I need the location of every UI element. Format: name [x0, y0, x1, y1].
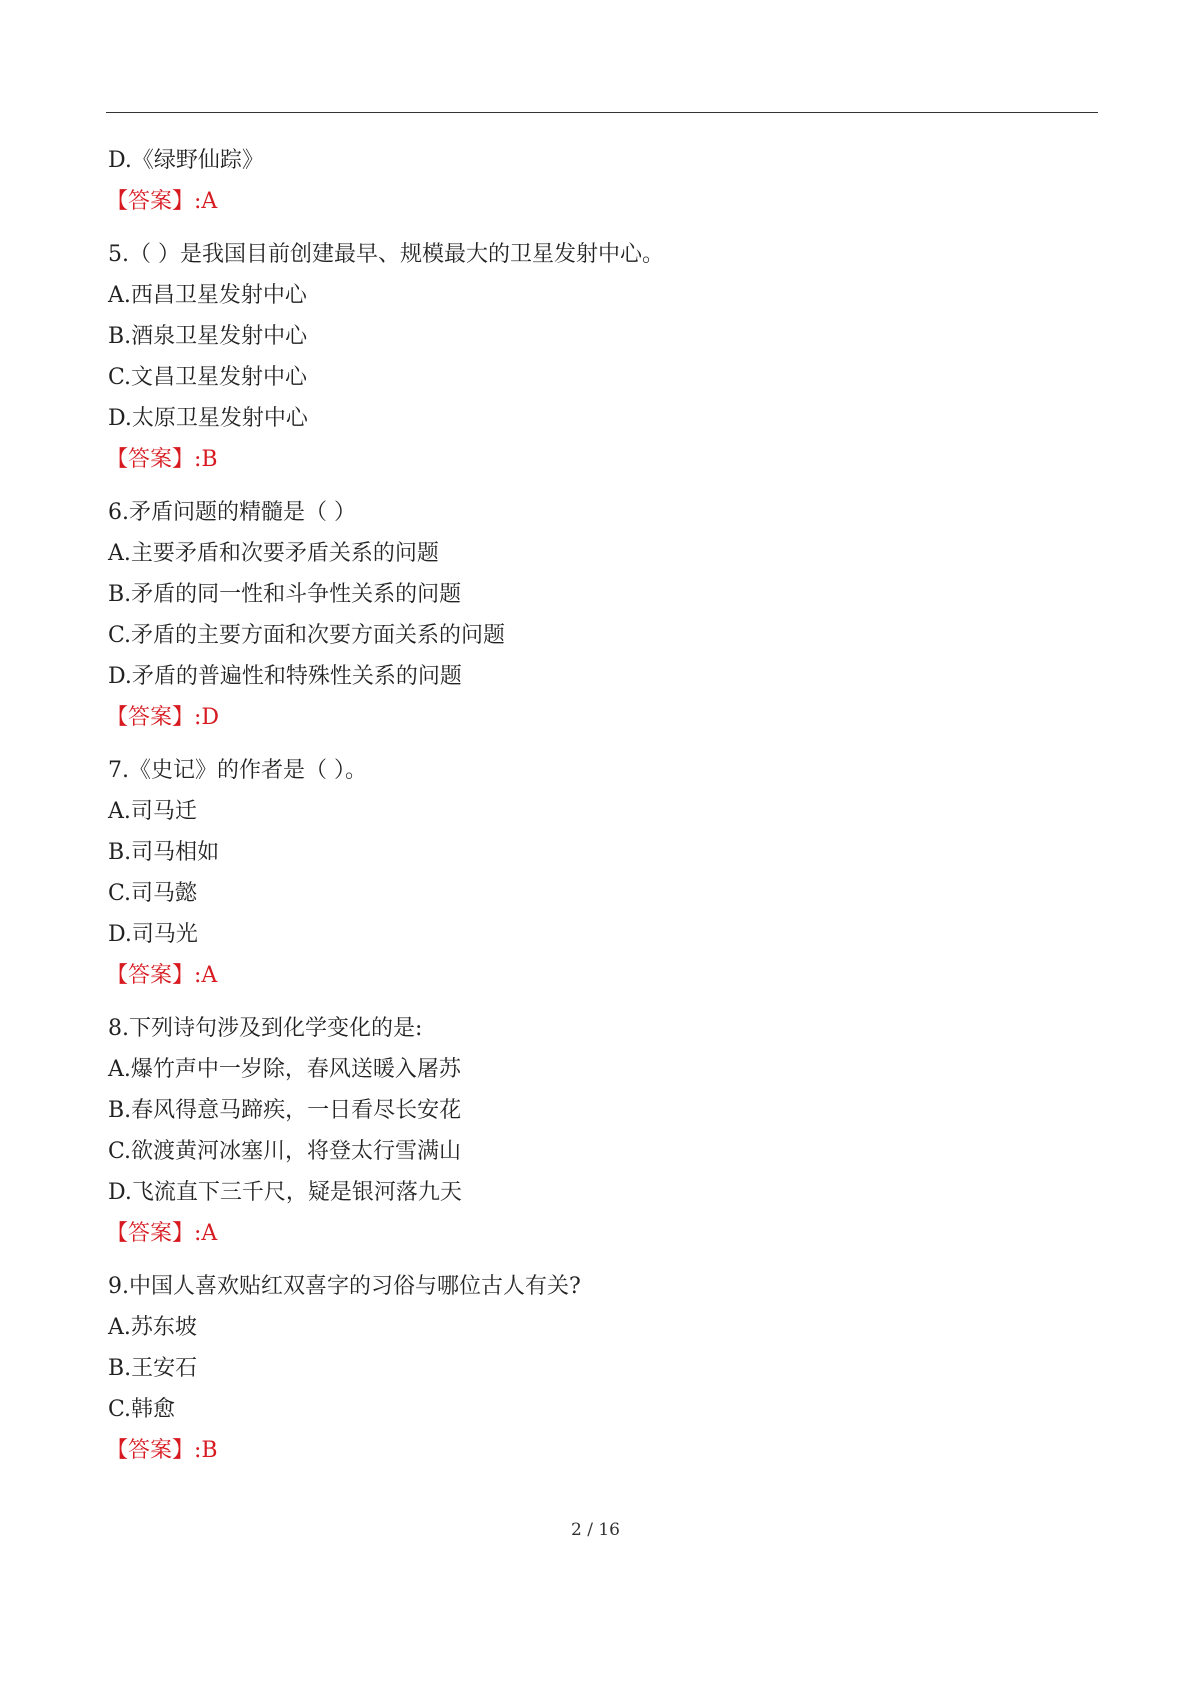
question-stem: 7.《史记》的作者是（ ）。	[108, 758, 367, 783]
answer-value: D	[201, 705, 220, 730]
question-5	[108, 234, 1088, 480]
header-rule	[106, 112, 1098, 113]
option-d: D.矛盾的普遍性和特殊性关系的问题	[108, 664, 462, 689]
answer-line	[106, 181, 1088, 222]
question-6	[108, 492, 1088, 738]
question-9	[108, 1266, 1088, 1471]
answer-line	[106, 955, 1088, 996]
question-stem: 9.中国人喜欢贴红双喜字的习俗与哪位古人有关?	[108, 1274, 581, 1299]
answer-value: B	[201, 447, 218, 472]
answer-tag: 【答案】:	[106, 447, 202, 472]
answer-tag: 【答案】:	[106, 1221, 202, 1246]
option-d: D.飞流直下三千尺，疑是银河落九天	[108, 1180, 462, 1205]
option-a: A.爆竹声中一岁除，春风送暖入屠苏	[108, 1057, 461, 1082]
answer-line	[106, 439, 1088, 480]
answer-tag: 【答案】:	[106, 705, 202, 730]
option-a: A.司马迁	[108, 799, 197, 824]
option-a: A.西昌卫星发射中心	[108, 283, 307, 308]
answer-tag: 【答案】:	[106, 963, 202, 988]
question-stem: 5.（ ）是我国目前创建最早、规模最大的卫星发射中心。	[108, 242, 664, 267]
answer-line	[106, 697, 1088, 738]
question-4-continued	[108, 140, 1088, 222]
question-7	[108, 750, 1088, 996]
option-c: C.欲渡黄河冰塞川，将登太行雪满山	[108, 1139, 462, 1164]
option-c: C.韩愈	[108, 1397, 176, 1422]
answer-line	[106, 1213, 1088, 1254]
answer-value: A	[201, 963, 218, 988]
option-d: D.《绿野仙踪》	[108, 148, 264, 173]
option-b: B.王安石	[108, 1356, 198, 1381]
option-d: D.太原卫星发射中心	[108, 406, 308, 431]
page-number: 2 / 16	[571, 1520, 620, 1540]
answer-tag: 【答案】:	[106, 1438, 202, 1463]
option-a: A.苏东坡	[108, 1315, 197, 1340]
option-a: A.主要矛盾和次要矛盾关系的问题	[108, 541, 439, 566]
question-stem: 8.下列诗句涉及到化学变化的是:	[108, 1016, 423, 1041]
option-b: B.矛盾的同一性和斗争性关系的问题	[108, 582, 462, 607]
option-d: D.司马光	[108, 922, 198, 947]
option-b: B.酒泉卫星发射中心	[108, 324, 308, 349]
answer-value: A	[201, 1221, 218, 1246]
answer-tag: 【答案】:	[106, 189, 202, 214]
option-b: B.司马相如	[108, 840, 220, 865]
option-c: C.司马懿	[108, 881, 198, 906]
answer-line	[106, 1430, 1088, 1471]
question-stem: 6.矛盾问题的精髓是（ ）	[108, 500, 356, 525]
option-c: C.文昌卫星发射中心	[108, 365, 308, 390]
question-8	[108, 1008, 1088, 1254]
document-body	[108, 140, 1088, 1471]
answer-value: B	[201, 1438, 218, 1463]
option-b: B.春风得意马蹄疾，一日看尽长安花	[108, 1098, 462, 1123]
option-c: C.矛盾的主要方面和次要方面关系的问题	[108, 623, 506, 648]
answer-value: A	[201, 189, 218, 214]
